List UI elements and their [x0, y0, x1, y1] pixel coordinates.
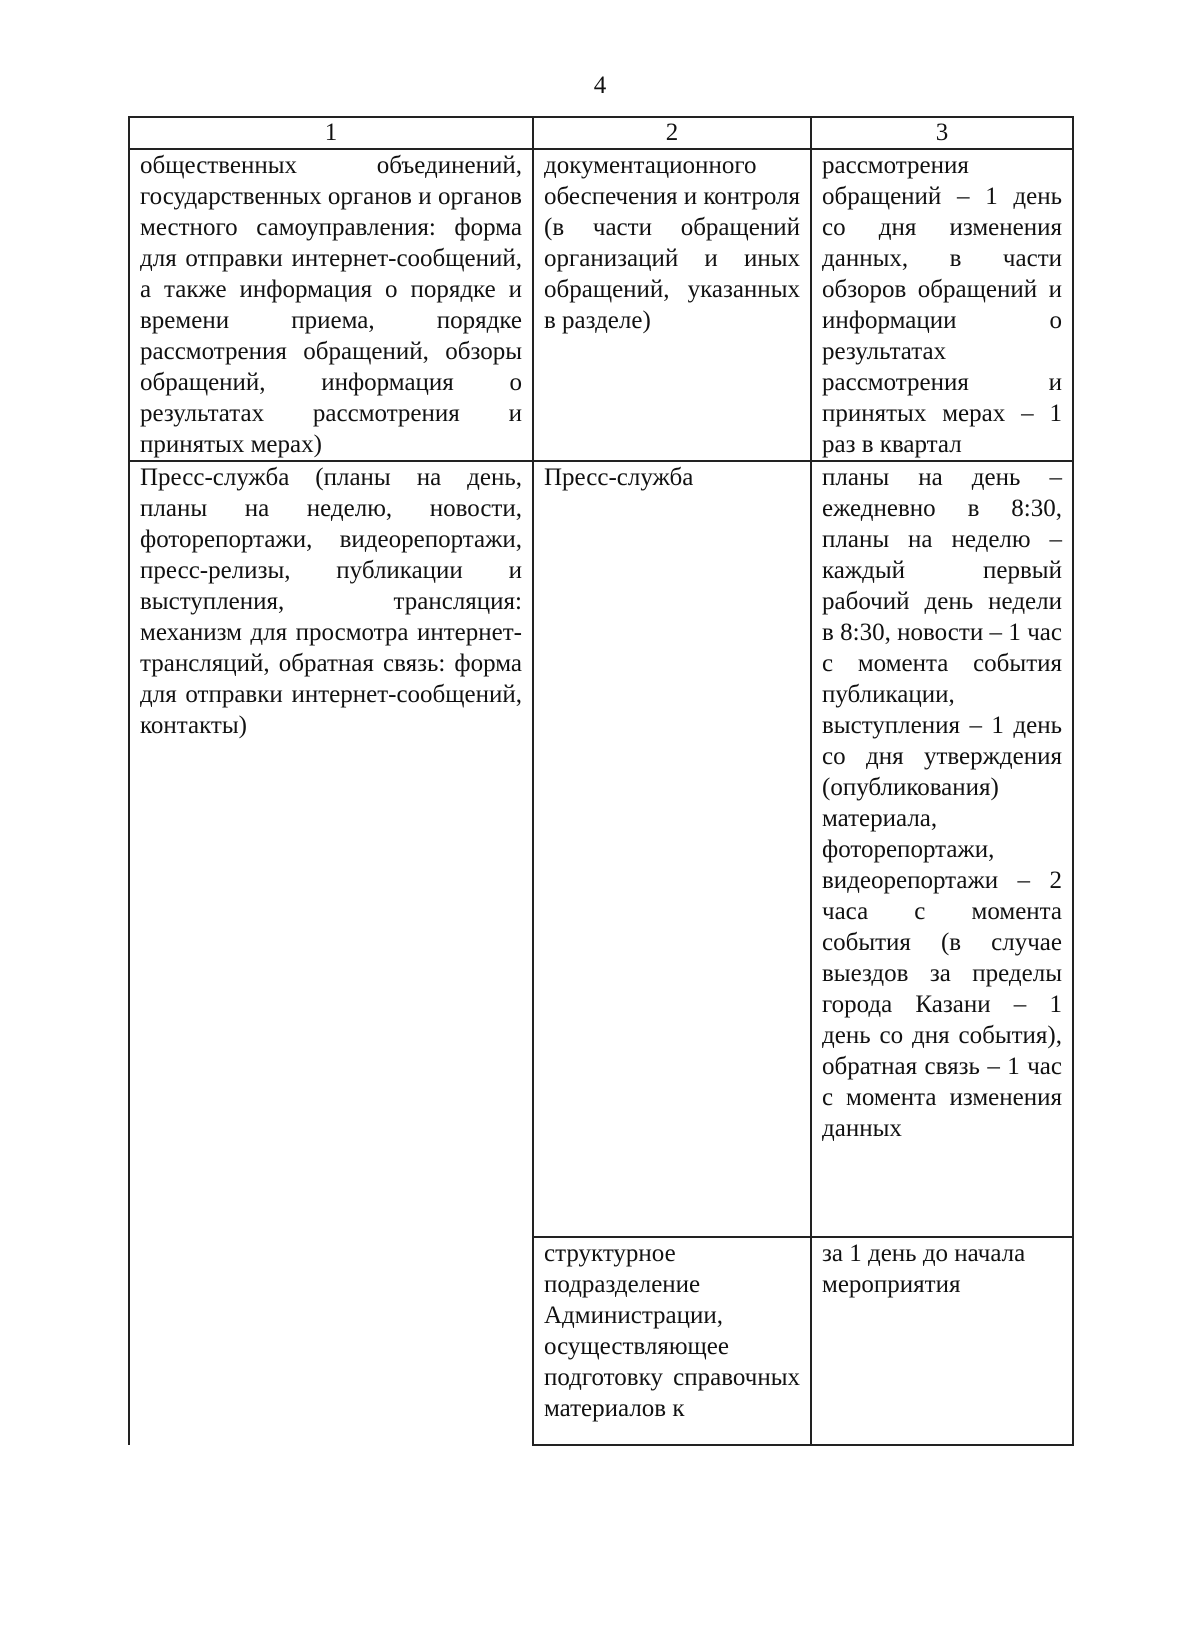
- table-row: [129, 149, 1073, 461]
- cell-deadline: планы на день – ежедневно в 8:30, планы на неделю – каждый первый рабочий день недели в 8:30, новости – 1 час с момента события публикации, выступления – 1 день со дня утверждения (опубликования) материала, фоторепортажи, видеорепортажи – 2 часа с момента события (в случае выездов за пределы города Казани – 1 день со дня события), обратная связь – 1 час с момента изменения данных: [811, 461, 1073, 1237]
- cell-responsible: документационного обеспечения и контроля (в части обращений организаций и иных обращений, указанных в разделе): [533, 149, 811, 461]
- cell-deadline: рассмотрения обращений – 1 день со дня изменения данных, в части обзоров обращений и информации о результатах рассмотрения и принятых мерах – 1 раз в квартал: [811, 149, 1073, 461]
- cell-deadline: за 1 день до начала мероприятия: [811, 1237, 1073, 1445]
- cell-responsible: Пресс-служба: [533, 461, 811, 1237]
- page-number: 4: [593, 72, 607, 99]
- cell-section-name: Пресс-служба (планы на день, планы на неделю, новости, фоторепортажи, видеорепортажи, пресс-релизы, публикации и выступления, трансляция: механизм для просмотра интернет-трансляций, обратная связь: форма для отправки интернет-сообщений, контакты): [129, 461, 533, 1445]
- table-row: [129, 461, 1073, 1237]
- column-header-3: 3: [811, 117, 1073, 149]
- table-header-row: [129, 117, 1073, 149]
- column-header-2: 2: [533, 117, 811, 149]
- column-header-1: 1: [129, 117, 533, 149]
- cell-section-name: общественных объединений, государственных органов и органов местного самоуправления: форма для отправки интернет-сообщений, а также информация о порядке и времени приема, порядке рассмотрения обращений, обзоры обращений, информация о результатах рассмотрения и принятых мерах): [129, 149, 533, 461]
- cell-responsible: структурное подразделение Администрации, осуществляющее подготовку справочных материалов к: [533, 1237, 811, 1445]
- document-table: [128, 116, 1074, 1446]
